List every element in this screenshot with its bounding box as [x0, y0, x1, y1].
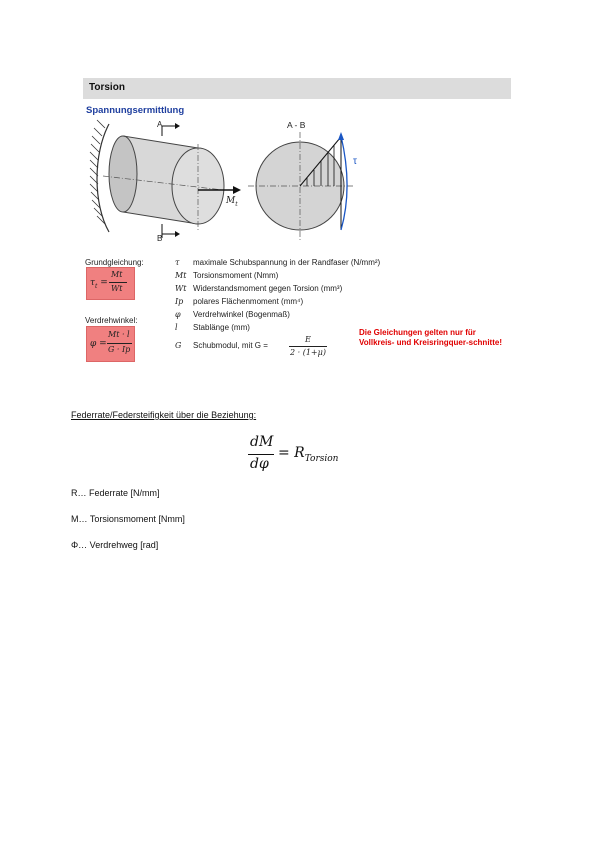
figure-subtitle: Spannungsermittlung: [86, 105, 185, 116]
legend-item: Schubmodul, mit G =: [193, 341, 268, 350]
legend-item: Stablänge (mm): [193, 323, 250, 332]
def-federrate: R… Federrate [N/mm]: [71, 488, 160, 498]
legend-item: Torsionsmoment (Nmm): [193, 271, 279, 280]
federrate-equation: dM dφ = $R_{Torsion}$: [250, 434, 339, 472]
tau-label: τ: [353, 156, 357, 167]
section-label: A - B: [287, 120, 306, 130]
formula-box-phi: φ = Mt · l G · Ip: [86, 326, 135, 362]
cross-section-diagram: [243, 130, 383, 250]
def-verdrehweg: Φ… Verdrehweg [rad]: [71, 540, 159, 550]
legend-item: polares Flächenmoment (mm⁴): [193, 297, 304, 306]
legend-item: maximale Schubspannung in der Randfaser (N/mm²): [193, 258, 381, 267]
formula-box-tau: $\tau_t$ = Mt Wt: [86, 267, 135, 300]
torsion-figure: Torsion Spannungsermittlung A B $M_t$ A - B τ Grundgleichung: $\tau_t$ = Mt Wt Verdrehwinkel: φ = Mt · l G · Ip τ maximale Schubspannung in der Randfaser (N/mm²) Mt Torsionsmoment (Nmm) Wt Widerstandsmoment gegen Torsion (mm³) Ip polares Flächenmoment (mm⁴) φ Verdrehwinkel (Bogenmaß) l Stablänge (mm) G Schubmodul, mit G = E 2 · (1+μ) Die Gleichungen gelten nur für Vollkreis- und Kreisringquer-schnitte!: [83, 78, 511, 370]
figure-header-bar: [83, 78, 511, 99]
verdrehwinkel-label: Verdrehwinkel:: [85, 316, 138, 325]
cylinder-diagram: [83, 114, 253, 244]
def-torsionsmoment: M… Torsionsmoment [Nmm]: [71, 514, 185, 524]
cut-label-b: B: [157, 234, 163, 243]
validity-note: Die Gleichungen gelten nur für Vollkreis- und Kreisringquer-schnitte!: [359, 328, 502, 347]
legend-item: Widerstandsmoment gegen Torsion (mm³): [193, 284, 343, 293]
grundgleichung-label: Grundgleichung:: [85, 258, 144, 267]
legend-item: Verdrehwinkel (Bogenmaß): [193, 310, 290, 319]
figure-title: Torsion: [89, 82, 125, 93]
moment-label: $M_t$: [226, 196, 238, 208]
intro-text: Federrate/Federsteifigkeit über die Beziehung:: [71, 410, 257, 420]
cut-label-a: A: [157, 120, 163, 129]
